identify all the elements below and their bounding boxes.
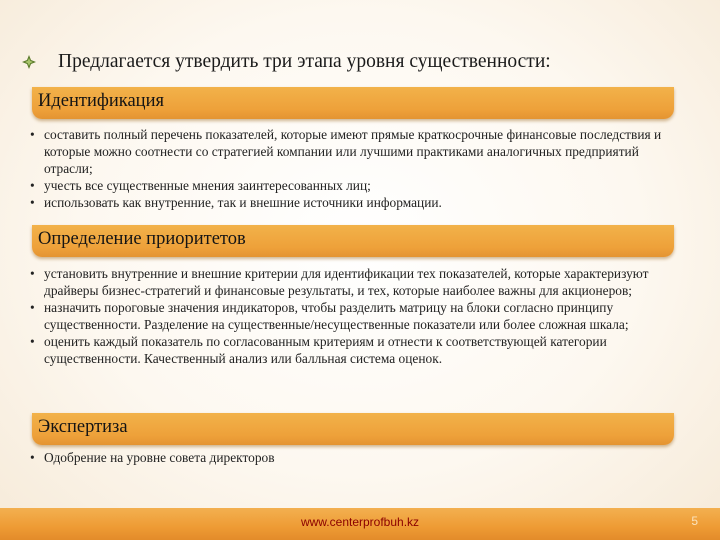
list-item: • назначить пороговые значения индикаторов, чтобы разделить матрицу на блоки согласно принципу существенности. Разделение на существенные/несущественные показатели или более сложная шкала; bbox=[30, 300, 629, 332]
list-item: • Одобрение на уровне совета директоров bbox=[30, 450, 275, 465]
section-header-prioritization bbox=[32, 225, 674, 257]
section-header-identification bbox=[32, 87, 674, 119]
section-label: Определение приоритетов bbox=[38, 229, 246, 249]
section-list-expertise bbox=[30, 449, 690, 466]
slide-title: Предлагается утвердить три этапа уровня существенности: bbox=[58, 51, 551, 72]
section-list-identification bbox=[30, 126, 690, 211]
list-item: • установить внутренние и внешние критерии для идентификации тех показателей, которые характеризуют драйверы бизнес-стратегий и финансовые результаты, и тех, которые наиболее важны для акционеров; bbox=[30, 266, 649, 298]
section-header-expertise bbox=[32, 413, 674, 445]
section-list-prioritization bbox=[30, 265, 690, 367]
list-item: • учесть все существенные мнения заинтересованных лиц; bbox=[30, 178, 371, 193]
list-item: • оценить каждый показатель по согласованным критериям и отнести к соответствующей категории существенности. Качественный анализ или балльная система оценок. bbox=[30, 334, 607, 366]
slide-title-row bbox=[22, 50, 700, 74]
list-item: • использовать как внутренние, так и внешние источники информации. bbox=[30, 195, 442, 210]
section-label: Идентификация bbox=[38, 91, 164, 111]
section-label: Экспертиза bbox=[38, 417, 128, 437]
diamond-bullet-icon bbox=[22, 55, 36, 69]
list-item: • составить полный перечень показателей, которые имеют прямые краткосрочные финансовые последствия и которые можно соотнести со стратегией компании или лучшими практиками аналогичных предприятий отрасли; bbox=[30, 127, 662, 176]
footer-url-link[interactable]: www.centerprofbuh.kz bbox=[300, 515, 420, 529]
slide-number: 5 bbox=[691, 514, 698, 528]
